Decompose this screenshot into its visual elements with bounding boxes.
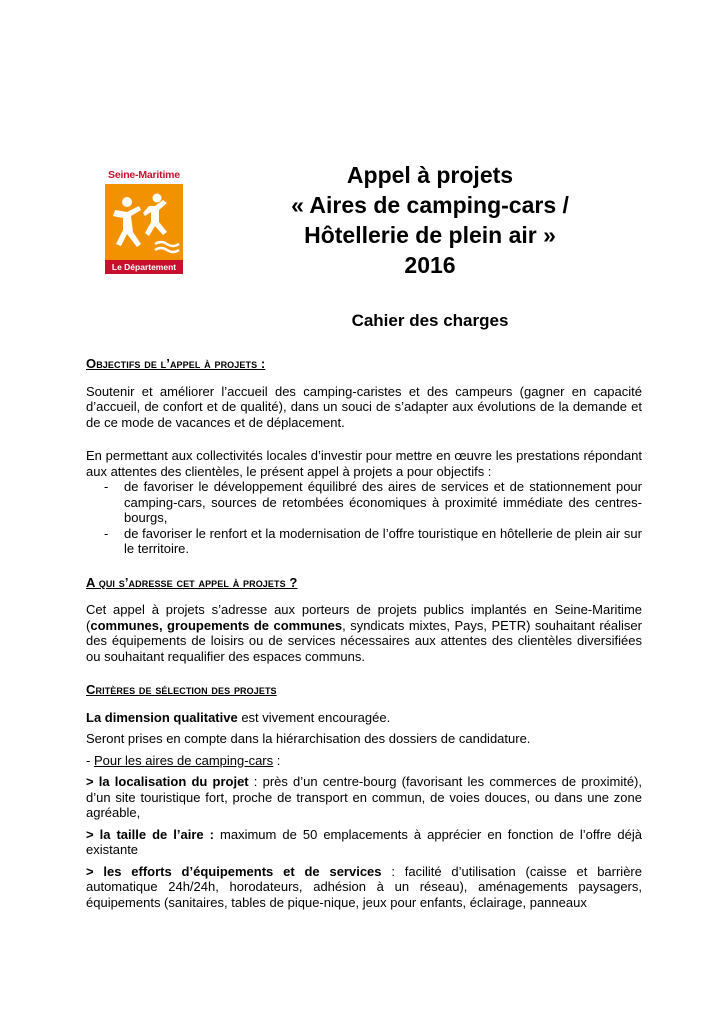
section-heading-criteres: Critères de sélection des projets [86,682,277,697]
document-title [250,160,610,280]
qualitative-bold: La dimension qualitative [86,709,238,725]
paragraph-objectifs-1: Soutenir et améliorer l’accueil des camping-caristes et des campeurs (gagner en capacité d’accueil, de confort et de qualité), dans un souci de s’adapter aux évolutions de la demande et de ce mode de vacances et de déplacement. [86,383,642,430]
list-item [86,479,642,526]
list-item [86,526,642,557]
logo-top-text: Seine-Maritime [108,169,180,181]
taille-rest: maximum de 50 emplacements à apprécier en fonction de l’offre déjà existante [86,826,642,857]
list-item-text: de favoriser le développement équilibré des aires de services et de stationnement pour camping-cars, sources de retombées économiques à proximité immédiate des centres-bourgs, [124,479,642,525]
title-line-1: Appel à projets [346,162,514,188]
localisation-bold: > la localisation du projet [86,774,249,789]
taille-bold: > la taille de l’aire : [86,826,214,842]
section-heading-objectifs: Objectifs de l’appel à projets : [86,356,266,371]
title-line-4: 2016 [404,252,456,278]
efforts-rest: : facilité d’utilisation (caisse et barrière automatique 24h/24h, horodateurs, adhésion à un réseau), aménagements paysagers, équipements (sanitaires, tables de pique-nique, jeux pour enfants, éclairage, panneaux [86,863,642,910]
paragraph-taille [86,827,642,858]
aires-underlined: Pour les aires de camping-cars [93,752,274,768]
paragraph-aires [86,753,642,769]
list-dash: - [104,525,109,541]
title-line-2: « Aires de camping-cars / [291,192,569,218]
seine-maritime-logo [104,168,184,280]
objectives-list [86,479,642,557]
qui-text-a: Cet appel à projets s’adresse aux porteurs de projets publics implantés en Seine-Maritime ( [86,602,642,633]
section-heading-qui: A qui s’adresse cet appel à projets ? [86,574,298,590]
localisation-rest: : près d’un centre-bourg (favorisant les commerces de proximité), d’un site touristique fort, proche de transport en commun, de voies douces, ou dans une zone agréable, [86,774,642,820]
logo-bottom-text: Le Département [105,260,183,274]
paragraph-prises: Seront prises en compte dans la hiérarchisation des dossiers de candidature. [86,731,531,746]
title-line-3: Hôtellerie de plein air » [304,222,556,248]
document-subtitle: Cahier des charges [351,311,509,330]
aires-suffix: : [273,752,281,768]
paragraph-efforts [86,864,642,911]
qui-text-b: , syndicats mixtes, Pays, PETR) souhaitant réaliser des équipements de loisirs ou de services nécessaires aux attentes des clientèles diversifiées ou souhaitant requalifier des espaces communs. [86,617,642,664]
document-body [86,356,642,910]
qui-text-bold: communes, groupements de communes [90,617,343,633]
paragraph-qui [86,602,642,664]
list-dash: - [104,479,109,494]
logo-figures-icon [105,184,183,260]
qualitative-rest: est vivement encouragée. [237,709,391,725]
list-item-text: de favoriser le renfort et la modernisation de l’offre touristique en hôtellerie de plein air sur le territoire. [124,525,642,556]
paragraph-objectifs-2: En permettant aux collectivités locales d’investir pour mettre en œuvre les prestations répondant aux attentes des clientèles, le présent appel à projets a pour objectifs : [86,448,642,479]
efforts-bold: > les efforts d’équipements et de services [86,863,382,879]
paragraph-qualitative [86,710,642,726]
aires-prefix: - [86,752,94,768]
paragraph-localisation [86,774,642,821]
